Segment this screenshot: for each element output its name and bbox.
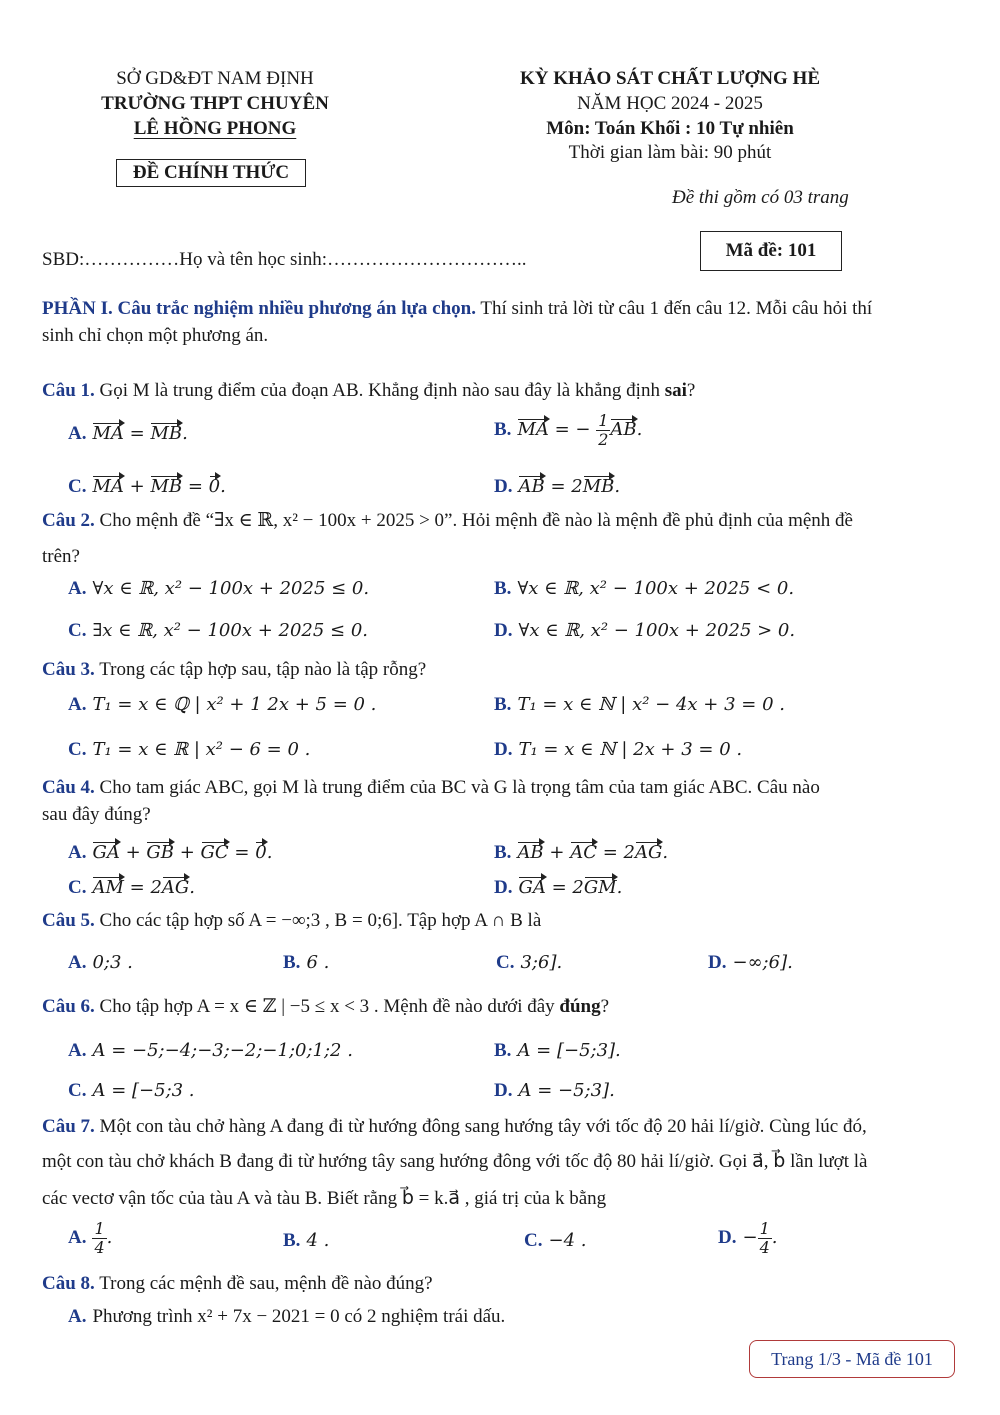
option-key: D. [494,877,513,898]
question-3 [42,659,426,681]
q4-text: Cho tam giác ABC, gọi M là trung điểm của BC và G là trọng tâm của tam giác ABC. Câu nào [94,777,820,798]
q6-b-text: A = [−5;3]. [517,1040,621,1061]
school-year: NĂM HỌC 2024 - 2025 [577,93,763,114]
q6-emph: đúng [559,996,601,1017]
option-key: A. [68,423,87,444]
q3-b-text: T₁ = x ∈ ℕ | x² − 4x + 3 = 0 . [517,694,785,715]
option-key: D. [494,620,513,641]
q8-a-text: Phương trình x² + 7x − 2021 = 0 có 2 nghiệm trái dấu. [92,1306,506,1327]
part1-heading [42,298,872,320]
q8-label: Câu 8. [42,1273,95,1294]
q1-option-b[interactable]: B. MA = − $\frac{1}{2}$ AB. [494,411,643,449]
option-key: C. [68,739,87,760]
q3-a-text: T₁ = x ∈ ℚ | x² + 1 2x + 5 = 0 . [92,694,377,715]
q5-b-text: 6 . [306,952,330,973]
page-count-note: Đề thi gồm có 03 trang [672,187,849,208]
q3-option-c[interactable] [68,739,310,761]
q3-d-text: T₁ = x ∈ ℕ | 2x + 3 = 0 . [518,739,743,760]
q5-option-b[interactable] [283,952,329,974]
option-key: C. [524,1230,543,1251]
q1-option-a[interactable]: A. MA = MB. [68,423,188,444]
q7-label: Câu 7. [42,1116,95,1137]
option-key: C. [68,476,87,497]
q5-text: Cho các tập hợp số A = −∞;3 , B = 0;6]. Tập hợp A ∩ B là [94,910,542,931]
q3-option-b[interactable] [494,694,785,716]
department: SỞ GD&ĐT NAM ĐỊNH [116,68,314,89]
question-6 [42,995,609,1018]
q7-option-c[interactable] [524,1230,586,1252]
exam-code-box: Mã đề: 101 [700,231,842,271]
option-key: C. [496,952,515,973]
q4-label: Câu 4. [42,777,95,798]
q6-d-text: A = −5;3]. [518,1080,615,1101]
q2-c-text: ∃x ∈ ℝ, x² − 100x + 2025 ≤ 0. [92,620,369,641]
option-key: B. [283,1230,301,1251]
q2-text: Cho mệnh đề “∃x ∈ ℝ, x² − 100x + 2025 > 0”. Hỏi mệnh đề nào là mệnh đề phủ định của mệnh đề [94,510,853,531]
q5-option-a[interactable] [68,952,133,974]
q2-b-text: ∀x ∈ ℝ, x² − 100x + 2025 < 0. [517,578,795,599]
option-key: A. [68,952,87,973]
option-key: B. [494,694,512,715]
option-key: D. [494,1080,513,1101]
q8-text: Trong các mệnh đề sau, mệnh đề nào đúng? [94,1273,433,1294]
option-key: A. [68,842,87,863]
option-key: A. [68,1227,87,1249]
q7-text-2: một con tàu chở khách B đang đi từ hướng tây sang hướng đông với tốc độ 80 hải lí/giờ. Gọi a⃗, b⃗ lần lượt là [42,1151,868,1172]
q7-c-text: −4 . [548,1230,587,1251]
option-key: A. [68,1306,87,1327]
q4-option-b[interactable]: B. AB + AC = 2AG. [494,842,669,863]
q6-label: Câu 6. [42,996,95,1017]
q6-option-c[interactable] [68,1080,195,1102]
q2-option-b[interactable] [494,578,794,600]
q8-option-a[interactable] [68,1306,505,1328]
q1-option-c[interactable]: C. MA + MB = 0. [68,476,226,497]
page-footer: Trang 1/3 - Mã đề 101 [749,1340,955,1378]
q5-label: Câu 5. [42,910,95,931]
option-key: B. [494,578,512,599]
q5-a-text: 0;3 . [92,952,133,973]
exam-title: KỲ KHẢO SÁT CHẤT LƯỢNG HÈ [519,68,820,89]
q4-option-d[interactable]: D. GA = 2GM. [494,877,623,898]
question-5 [42,910,541,932]
official-exam-badge: ĐỀ CHÍNH THỨC [116,159,306,187]
q5-option-d[interactable] [708,952,793,974]
q7-text: Một con tàu chở hàng A đang đi từ hướng đông sang hướng tây với tốc độ 20 hải lí/giờ. Cùng lúc đó, [94,1116,867,1137]
q6-option-d[interactable] [494,1080,615,1102]
question-1 [42,380,695,402]
q6-c-text: A = [−5;3 . [92,1080,195,1101]
student-info-line: SBD:……………Họ và tên học sinh:………………………….. [42,249,527,270]
option-key: B. [283,952,301,973]
q1-option-d[interactable]: D. AB = 2MB. [494,476,621,497]
option-key: B. [494,419,512,441]
q1-end: ? [686,380,696,401]
exam-time: Thời gian làm bài: 90 phút [568,142,772,163]
q4-option-c[interactable]: C. AM = 2AG. [68,877,196,898]
question-7 [42,1116,867,1138]
q3-c-text: T₁ = x ∈ ℝ | x² − 6 = 0 . [92,739,311,760]
option-key: C. [68,877,87,898]
q5-c-text: 3;6]. [520,952,563,973]
q6-option-a[interactable] [68,1040,353,1062]
option-key: D. [494,739,513,760]
q2-label: Câu 2. [42,510,95,531]
question-2 [42,509,853,532]
option-key: C. [68,620,87,641]
option-key: C. [68,1080,87,1101]
q5-d-text: −∞;6]. [732,952,793,973]
part1-desc: Thí sinh trả lời từ câu 1 đến câu 12. Mỗi câu hỏi thí [475,298,873,319]
q7-option-b[interactable] [283,1230,329,1252]
subject: Môn: Toán Khối : 10 Tự nhiên [546,118,794,139]
school-line-2: LÊ HỒNG PHONG [133,118,297,139]
q3-option-a[interactable] [68,694,376,716]
option-key: D. [718,1227,737,1249]
question-8 [42,1273,433,1295]
q6-option-b[interactable] [494,1040,621,1062]
option-key: D. [494,476,513,497]
part1-desc-2: sinh chỉ chọn một phương án. [42,325,269,346]
q2-option-d[interactable] [494,620,795,642]
option-key: A. [68,694,87,715]
q4-text-2: sau đây đúng? [42,804,151,825]
q6-end: ? [600,996,610,1017]
q6-a-text: A = −5;−4;−3;−2;−1;0;1;2 . [92,1040,353,1061]
q3-option-d[interactable] [494,739,742,761]
option-key: A. [68,1040,87,1061]
q2-a-text: ∀x ∈ ℝ, x² − 100x + 2025 ≤ 0. [92,578,370,599]
q1-label: Câu 1. [42,380,95,401]
q2-d-text: ∀x ∈ ℝ, x² − 100x + 2025 > 0. [518,620,796,641]
part1-title: PHẦN I. Câu trắc nghiệm nhiều phương án lựa chọn. [42,298,476,319]
q1-text: Gọi M là trung điểm của đoạn AB. Khẳng định nào sau đây là khẳng định [94,380,665,401]
q4-option-a[interactable]: A. GA + GB + GC = 0. [68,842,273,863]
school-line-1: TRƯỜNG THPT CHUYÊN [101,93,329,114]
q6-text: Cho tập hợp A = x ∈ ℤ | −5 ≤ x < 3 . Mệnh đề nào dưới đây [94,996,560,1017]
q2-text-2: trên? [42,546,80,567]
option-key: D. [708,952,727,973]
q5-option-c[interactable] [496,952,562,974]
question-4 [42,777,820,799]
q7-text-3: các vectơ vận tốc của tàu A và tàu B. Biết rằng b⃗ = k.a⃗ , giá trị của k bằng [42,1188,607,1209]
option-key: B. [494,1040,512,1061]
q3-label: Câu 3. [42,659,95,680]
q1-emph: sai [664,380,687,401]
q7-option-a[interactable]: A. $\frac{1}{4}$ . [68,1219,113,1257]
option-key: A. [68,578,87,599]
q2-option-a[interactable] [68,578,369,600]
q2-option-c[interactable] [68,620,368,642]
q3-text: Trong các tập hợp sau, tập nào là tập rỗng? [94,659,427,680]
option-key: B. [494,842,512,863]
q7-b-text: 4 . [306,1230,330,1251]
q7-option-d[interactable]: D. − $\frac{1}{4}$ . [718,1219,778,1257]
